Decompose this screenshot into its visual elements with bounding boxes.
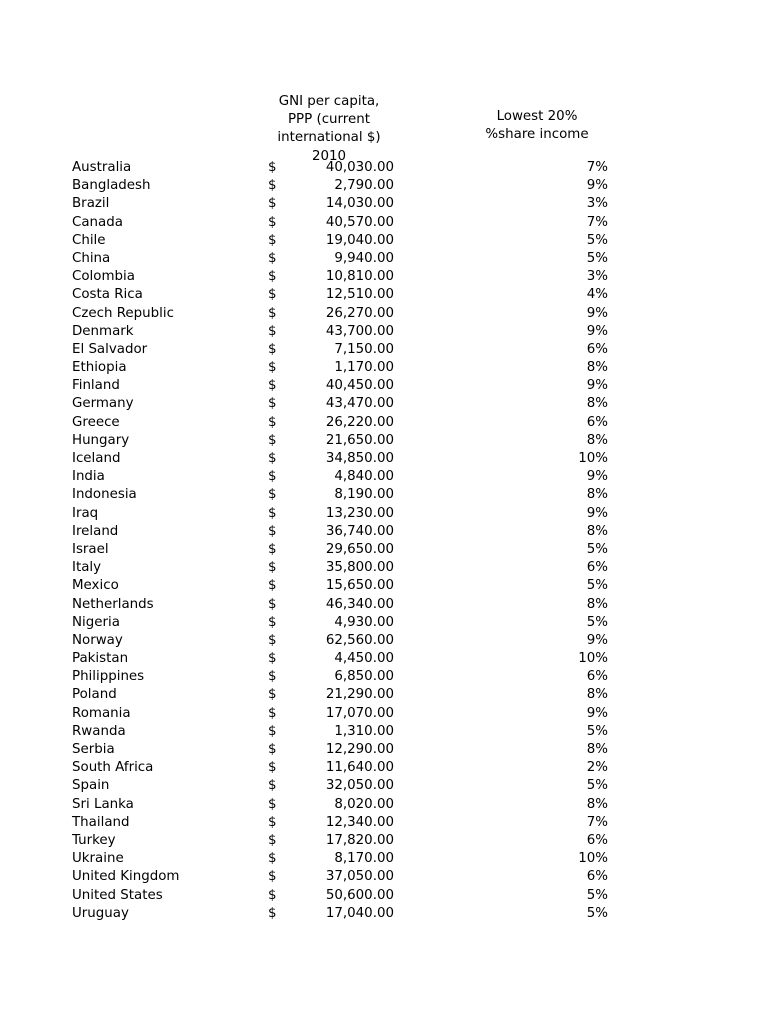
currency-cell: $	[268, 869, 277, 885]
table-row	[0, 887, 768, 905]
country-cell: Ukraine	[72, 851, 124, 867]
share-cell: 9%	[586, 469, 608, 485]
country-cell: Spain	[72, 778, 110, 794]
table-row	[0, 832, 768, 850]
currency-cell: $	[268, 705, 277, 721]
gni-cell: 1,170.00	[334, 360, 394, 376]
table-row	[0, 268, 768, 286]
table-row	[0, 359, 768, 377]
country-cell: Rwanda	[72, 723, 126, 739]
table-row	[0, 250, 768, 268]
country-cell: Indonesia	[72, 487, 137, 503]
country-cell: Ireland	[72, 523, 119, 539]
country-cell: Philippines	[72, 669, 145, 685]
currency-cell: $	[268, 632, 277, 648]
country-cell: Nigeria	[72, 614, 120, 630]
country-cell: Turkey	[72, 832, 116, 848]
table-row	[0, 523, 768, 541]
table-row	[0, 232, 768, 250]
share-cell: 5%	[586, 778, 608, 794]
gni-header-line: 2010	[311, 148, 347, 164]
share-cell: 8%	[586, 596, 608, 612]
lowest-share-column-header	[462, 108, 612, 144]
share-cell: 5%	[586, 887, 608, 903]
share-cell: 9%	[586, 305, 608, 321]
gni-cell: 21,290.00	[325, 687, 394, 703]
share-cell: 9%	[586, 632, 608, 648]
table-row	[0, 323, 768, 341]
currency-cell: $	[268, 196, 277, 212]
currency-cell: $	[268, 269, 277, 285]
country-cell: South Africa	[72, 760, 154, 776]
country-cell: Pakistan	[72, 651, 129, 667]
share-cell: 9%	[586, 378, 608, 394]
gni-cell: 12,340.00	[325, 814, 394, 830]
data-table	[0, 159, 768, 923]
table-row	[0, 286, 768, 304]
gni-cell: 4,450.00	[334, 651, 394, 667]
country-cell: Canada	[72, 214, 123, 230]
table-row	[0, 723, 768, 741]
table-row	[0, 432, 768, 450]
country-cell: Poland	[72, 687, 117, 703]
gni-cell: 6,850.00	[334, 669, 394, 685]
gni-cell: 40,030.00	[325, 160, 394, 175]
share-cell: 7%	[586, 814, 608, 830]
share-cell: 3%	[586, 269, 608, 285]
gni-cell: 29,650.00	[325, 541, 394, 557]
country-cell: Norway	[72, 632, 123, 648]
gni-cell: 43,470.00	[325, 396, 394, 412]
table-row	[0, 486, 768, 504]
country-cell: Czech Republic	[72, 305, 174, 321]
gni-cell: 2,790.00	[334, 178, 394, 194]
country-cell: Thailand	[72, 814, 130, 830]
currency-cell: $	[268, 160, 277, 175]
share-cell: 5%	[586, 578, 608, 594]
share-cell: 7%	[586, 160, 608, 175]
share-cell: 8%	[586, 487, 608, 503]
currency-cell: $	[268, 214, 277, 230]
currency-cell: $	[268, 341, 277, 357]
share-cell: 10%	[578, 651, 608, 667]
table-row	[0, 614, 768, 632]
share-cell: 8%	[586, 742, 608, 757]
lowest-header-line: %share income	[485, 127, 589, 143]
table-row	[0, 559, 768, 577]
country-cell: Denmark	[72, 323, 134, 339]
share-cell: 10%	[578, 451, 608, 466]
table-row	[0, 596, 768, 614]
table-row	[0, 505, 768, 523]
gni-cell: 12,290.00	[325, 742, 394, 757]
share-cell: 8%	[586, 796, 608, 812]
gni-cell: 37,050.00	[325, 869, 394, 885]
table-row	[0, 395, 768, 413]
country-cell: Finland	[72, 378, 120, 394]
currency-cell: $	[268, 687, 277, 703]
table-row	[0, 905, 768, 923]
gni-cell: 36,740.00	[325, 523, 394, 539]
country-cell: India	[72, 469, 105, 485]
share-cell: 6%	[586, 869, 608, 885]
gni-cell: 4,930.00	[334, 614, 394, 630]
currency-cell: $	[268, 778, 277, 794]
table-row	[0, 341, 768, 359]
share-cell: 6%	[586, 669, 608, 685]
share-cell: 9%	[586, 323, 608, 339]
gni-cell: 15,650.00	[325, 578, 394, 594]
country-cell: Uruguay	[72, 905, 129, 921]
currency-cell: $	[268, 469, 277, 485]
currency-cell: $	[268, 305, 277, 321]
country-cell: Bangladesh	[72, 178, 151, 194]
share-cell: 8%	[586, 432, 608, 448]
share-cell: 8%	[586, 396, 608, 412]
country-cell: Serbia	[72, 742, 115, 757]
share-cell: 6%	[586, 341, 608, 357]
table-row	[0, 377, 768, 395]
lowest-header-line: Lowest 20%	[496, 109, 578, 124]
currency-cell: $	[268, 851, 277, 867]
gni-cell: 35,800.00	[325, 560, 394, 576]
currency-cell: $	[268, 178, 277, 194]
share-cell: 9%	[586, 178, 608, 194]
country-cell: Germany	[72, 396, 134, 412]
gni-cell: 9,940.00	[334, 250, 394, 266]
country-cell: Iceland	[72, 451, 121, 466]
currency-cell: $	[268, 505, 277, 521]
gni-cell: 40,450.00	[325, 378, 394, 394]
currency-cell: $	[268, 832, 277, 848]
share-cell: 3%	[586, 196, 608, 212]
share-cell: 5%	[586, 250, 608, 266]
country-cell: Greece	[72, 414, 120, 430]
currency-cell: $	[268, 742, 277, 757]
country-cell: United States	[72, 887, 163, 903]
country-cell: Costa Rica	[72, 287, 143, 303]
table-row	[0, 468, 768, 486]
currency-cell: $	[268, 887, 277, 903]
gni-cell: 26,220.00	[325, 414, 394, 430]
gni-column-header	[262, 93, 396, 166]
country-cell: Italy	[72, 560, 102, 576]
table-row	[0, 414, 768, 432]
table-row	[0, 632, 768, 650]
share-cell: 5%	[586, 905, 608, 921]
country-cell: El Salvador	[72, 341, 148, 357]
share-cell: 5%	[586, 232, 608, 248]
table-row	[0, 195, 768, 213]
gni-cell: 34,850.00	[325, 451, 394, 466]
country-cell: Colombia	[72, 269, 135, 285]
table-row	[0, 850, 768, 868]
gni-cell: 43,700.00	[325, 323, 394, 339]
table-row	[0, 177, 768, 195]
currency-cell: $	[268, 541, 277, 557]
country-cell: Ethiopia	[72, 360, 127, 376]
currency-cell: $	[268, 760, 277, 776]
currency-cell: $	[268, 414, 277, 430]
share-cell: 9%	[586, 505, 608, 521]
gni-cell: 40,570.00	[325, 214, 394, 230]
currency-cell: $	[268, 614, 277, 630]
table-row	[0, 686, 768, 704]
table-row	[0, 214, 768, 232]
currency-cell: $	[268, 651, 277, 667]
share-cell: 4%	[586, 287, 608, 303]
gni-header-line: international $)	[277, 130, 381, 146]
table-row	[0, 650, 768, 668]
currency-cell: $	[268, 596, 277, 612]
currency-cell: $	[268, 487, 277, 503]
currency-cell: $	[268, 560, 277, 576]
table-row	[0, 668, 768, 686]
share-cell: 8%	[586, 687, 608, 703]
currency-cell: $	[268, 396, 277, 412]
table-row	[0, 759, 768, 777]
currency-cell: $	[268, 814, 277, 830]
gni-cell: 12,510.00	[325, 287, 394, 303]
table-row	[0, 741, 768, 759]
share-cell: 10%	[578, 851, 608, 867]
gni-cell: 13,230.00	[325, 505, 394, 521]
country-cell: Chile	[72, 232, 106, 248]
gni-cell: 11,640.00	[325, 760, 394, 776]
table-row	[0, 868, 768, 886]
country-cell: Australia	[72, 160, 132, 175]
gni-header-line: PPP (current	[287, 112, 370, 128]
country-cell: Israel	[72, 541, 109, 557]
country-cell: Brazil	[72, 196, 110, 212]
country-cell: China	[72, 250, 111, 266]
country-cell: Sri Lanka	[72, 796, 134, 812]
share-cell: 5%	[586, 541, 608, 557]
table-row	[0, 777, 768, 795]
table-row	[0, 814, 768, 832]
share-cell: 6%	[586, 832, 608, 848]
share-cell: 2%	[586, 760, 608, 776]
table-row	[0, 796, 768, 814]
share-cell: 8%	[586, 360, 608, 376]
gni-cell: 10,810.00	[325, 269, 394, 285]
gni-cell: 50,600.00	[325, 887, 394, 903]
share-cell: 5%	[586, 723, 608, 739]
currency-cell: $	[268, 323, 277, 339]
gni-cell: 19,040.00	[325, 232, 394, 248]
gni-cell: 26,270.00	[325, 305, 394, 321]
currency-cell: $	[268, 523, 277, 539]
country-cell: Mexico	[72, 578, 119, 594]
share-cell: 5%	[586, 614, 608, 630]
gni-cell: 46,340.00	[325, 596, 394, 612]
gni-cell: 7,150.00	[334, 341, 394, 357]
share-cell: 8%	[586, 523, 608, 539]
share-cell: 6%	[586, 414, 608, 430]
gni-cell: 8,170.00	[334, 851, 394, 867]
currency-cell: $	[268, 669, 277, 685]
share-cell: 6%	[586, 560, 608, 576]
country-cell: Romania	[72, 705, 131, 721]
currency-cell: $	[268, 723, 277, 739]
gni-cell: 4,840.00	[334, 469, 394, 485]
table-row	[0, 305, 768, 323]
currency-cell: $	[268, 796, 277, 812]
currency-cell: $	[268, 905, 277, 921]
gni-cell: 14,030.00	[325, 196, 394, 212]
currency-cell: $	[268, 360, 277, 376]
gni-cell: 17,040.00	[325, 905, 394, 921]
currency-cell: $	[268, 232, 277, 248]
gni-cell: 21,650.00	[325, 432, 394, 448]
country-cell: Hungary	[72, 432, 130, 448]
currency-cell: $	[268, 378, 277, 394]
currency-cell: $	[268, 432, 277, 448]
gni-cell: 62,560.00	[325, 632, 394, 648]
country-cell: Netherlands	[72, 596, 154, 612]
share-cell: 9%	[586, 705, 608, 721]
currency-cell: $	[268, 250, 277, 266]
country-cell: Iraq	[72, 505, 99, 521]
share-cell: 7%	[586, 214, 608, 230]
gni-cell: 32,050.00	[325, 778, 394, 794]
gni-cell: 1,310.00	[334, 723, 394, 739]
table-row	[0, 159, 768, 177]
table-row	[0, 577, 768, 595]
gni-cell: 17,070.00	[325, 705, 394, 721]
gni-cell: 8,020.00	[334, 796, 394, 812]
table-row	[0, 541, 768, 559]
currency-cell: $	[268, 578, 277, 594]
table-row	[0, 450, 768, 468]
country-cell: United Kingdom	[72, 869, 180, 885]
currency-cell: $	[268, 451, 277, 466]
currency-cell: $	[268, 287, 277, 303]
gni-cell: 17,820.00	[325, 832, 394, 848]
gni-cell: 8,190.00	[334, 487, 394, 503]
table-row	[0, 705, 768, 723]
gni-header-line: GNI per capita,	[278, 94, 380, 109]
